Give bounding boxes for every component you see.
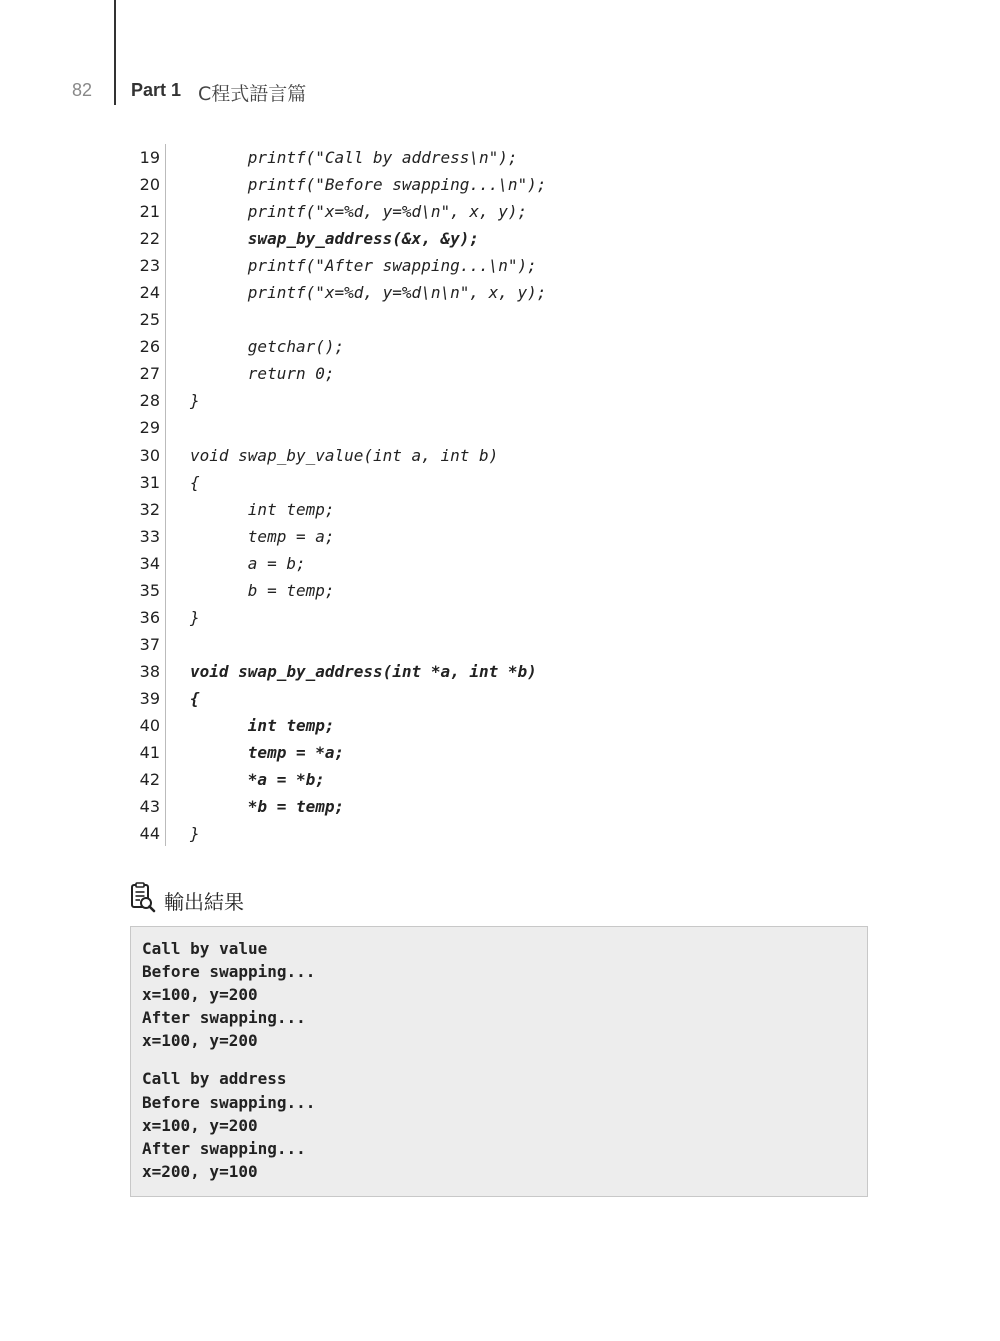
code-line: [130, 523, 850, 550]
line-number: 39: [139, 688, 160, 708]
code-line: [130, 306, 850, 333]
code-line: [130, 577, 850, 604]
code-line: [130, 496, 850, 523]
code-listing: [130, 144, 850, 847]
line-number: 30: [139, 445, 160, 465]
code-text: {: [190, 472, 200, 492]
code-line: [130, 658, 850, 685]
code-line: [130, 198, 850, 225]
code-line: [130, 360, 850, 387]
output-lines: [142, 937, 856, 1183]
line-number: 34: [139, 553, 160, 573]
output-line: Before swapping...: [142, 1092, 316, 1112]
line-number: 42: [139, 770, 160, 790]
output-line: x=100, y=200: [142, 985, 258, 1005]
output-line: x=200, y=100: [142, 1161, 258, 1181]
code-line: [130, 144, 850, 171]
code-text: printf("Before swapping...\n");: [190, 175, 547, 195]
header-divider: [114, 0, 116, 105]
report-magnifier-icon: [130, 882, 156, 919]
code-line: [130, 550, 850, 577]
line-number: 40: [139, 716, 160, 735]
code-text: swap_by_address(&x, &y);: [190, 229, 479, 249]
line-number: 37: [139, 634, 160, 654]
code-line: [130, 442, 850, 469]
code-text: temp = a;: [190, 526, 335, 546]
line-number: 35: [139, 580, 160, 600]
line-number: 27: [139, 364, 160, 384]
code-line: [130, 171, 850, 198]
output-heading: [130, 882, 244, 919]
code-line: [130, 712, 850, 739]
code-line: [130, 766, 850, 793]
output-line: After swapping...: [142, 1138, 306, 1158]
line-number: 19: [139, 148, 160, 168]
code-line: [130, 739, 850, 766]
code-text: return 0;: [190, 364, 335, 384]
line-number: 32: [139, 499, 160, 519]
code-text: b = temp;: [190, 580, 335, 600]
code-line: [130, 414, 850, 441]
header-part: Part 1: [131, 80, 182, 100]
line-number: 41: [139, 743, 160, 763]
output-line: Before swapping...: [142, 962, 316, 982]
line-number: 29: [139, 418, 160, 438]
code-line: [130, 252, 850, 279]
line-number: 31: [139, 472, 160, 492]
code-line: [130, 631, 850, 658]
line-number: 38: [139, 661, 160, 681]
line-number: 26: [139, 337, 160, 357]
gutter-divider: [165, 144, 166, 846]
code-line: [130, 685, 850, 712]
output-line: After swapping...: [142, 1008, 306, 1028]
code-line: [130, 333, 850, 360]
code-line: [130, 469, 850, 496]
code-text: getchar();: [190, 337, 345, 357]
code-text: temp = *a;: [190, 743, 345, 763]
line-number: 36: [139, 607, 160, 627]
code-line: [130, 279, 850, 306]
line-number: 28: [139, 391, 160, 411]
code-lines: [130, 144, 850, 847]
line-number: 20: [139, 175, 160, 195]
output-line: x=100, y=200: [142, 1031, 258, 1051]
code-text: printf("x=%d, y=%d\n", x, y);: [190, 202, 528, 222]
line-number: 23: [139, 256, 160, 276]
console-output: [130, 926, 868, 1197]
code-text: printf("x=%d, y=%d\n\n", x, y);: [190, 283, 547, 303]
code-text: printf("After swapping...\n");: [190, 256, 537, 276]
code-line: [130, 604, 850, 631]
output-gap: [142, 1052, 856, 1067]
code-text: *b = temp;: [190, 797, 345, 817]
line-number: 22: [139, 229, 160, 249]
code-text: int temp;: [190, 716, 335, 735]
code-text: }: [190, 607, 200, 627]
code-text: void swap_by_value(int a, int b): [190, 445, 499, 465]
header-chapter: C程式語言篇: [198, 83, 307, 105]
code-text: }: [190, 824, 200, 844]
code-text: }: [190, 391, 200, 411]
output-line: Call by value: [142, 939, 268, 958]
code-line: [130, 387, 850, 414]
page-number: 82: [72, 80, 93, 100]
code-text: a = b;: [190, 553, 306, 573]
line-number: 44: [139, 824, 160, 844]
line-number: 33: [139, 526, 160, 546]
line-number: 24: [139, 283, 160, 303]
code-text: int temp;: [190, 499, 335, 519]
code-text: *a = *b;: [190, 770, 325, 790]
line-number: 21: [139, 202, 160, 222]
code-text: void swap_by_address(int *a, int *b): [190, 661, 537, 681]
output-title: 輸出結果: [164, 890, 244, 914]
line-number: 43: [139, 797, 160, 817]
output-line: x=100, y=200: [142, 1115, 258, 1135]
code-text: {: [190, 688, 200, 708]
code-line: [130, 225, 850, 252]
code-line: [130, 820, 850, 847]
line-number: 25: [139, 310, 160, 330]
code-line: [130, 793, 850, 820]
code-text: printf("Call by address\n");: [190, 148, 518, 168]
output-line: Call by address: [142, 1069, 287, 1089]
